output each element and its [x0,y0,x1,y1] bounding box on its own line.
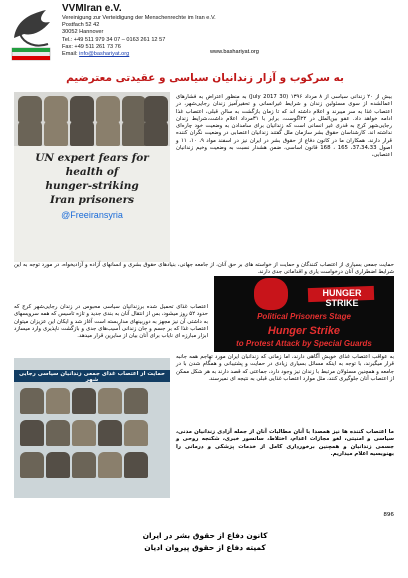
hunger-strike-badge-text: HUNGER STRIKE [322,288,362,308]
issue-number: 896 [383,512,394,518]
signature-line-2: کمیته دفاع از حقوق پیروان ادیان [144,543,266,552]
prisoners-photo-collage [14,92,170,262]
website-line [210,49,259,55]
group-photo-banner-text: حمایت از اعتصاب غذای جمعی زندانیان سیاسی رجایی شهر [18,371,166,383]
strike-caption-line-3: to Protest Attack by Special Guards [236,339,372,348]
paragraph-consequences: به عواقب اعتصاب غذای خویش آگاهی دارند، اما زمانی که زندانبان ایران مورد تهاجم همه جانبه قرار میگیرند، با توجه به اینکه مسائل بسیاری زیادی در حمایت و پشتیبانی و همگام شدن با در جامعه و همچنین مسئولان مرتبط با زندان نیز وجود دارد، جماعتی که قصد دارند به هر شکل ممکن از اعتصاب آنان جلوگیری کنند، مثل موارد اعتصاب غذایی قبلی به نتیجه ای نمیرسند. [176,354,394,382]
email-link[interactable]: info@bashariyat.org [79,51,130,58]
signature-block [60,530,350,554]
city: 30052 Hannover [62,29,104,36]
organization-full-name: Vereinigung zur Verteidigung der Menschenrechte im Iran e.V. [62,15,216,21]
paragraph-demands: ما اعتصاب کننده ها نیز همصدا با آنان مطالبات آنان از جمله آزادی زندانیان مدنی، سیاسی و امنیتی، لغو مجازات اعدام، اختلاط، سانسور خبری، شکنجه روحی و جسمی زندانیان و همچنین برخورداری کامل از خدمات پزشکی و درمانی را بهنوبسیه اعلام میداریم. [176,429,394,457]
headline: به سرکوب و آزار زندانیان سیاسی و عقیدتی معترضیم [66,72,344,84]
un-caption-line-4: Iran prisoners [49,194,135,206]
strike-caption-line-2: Hunger Strike [267,325,341,337]
fax: Fax: +49 511 261 73 76 [62,43,121,50]
un-caption-line-2: health of [65,166,119,178]
un-caption-line-3: hunger-striking [45,180,139,192]
paragraph-support: حمایت جمعی بسیاری از اعتصاب کنندگان و حمایت از خواسته های بر حق آنان، از جامعه جهانی، بنیادهای حقوق بشری و انسانهای آزاده و آزادیخواه، در مورد توجه به این شرایط اضطراری آنان درخواست یاری و اقداماتی جدی دارند. [14,262,394,276]
dove-logo-icon [6,4,56,64]
organization-address-block [62,3,302,58]
email-line [62,51,302,58]
un-caption-line-1: UN expert fears for [35,152,149,164]
paragraph-intro: بیش از ۲۰ زندانی سیاسی از ۸ مرداد ۱۳۹۶ (30 July 2017) به منظور اعتراض به فشارهای اعمالشده از سوی مسئولین زندان و شرایط غیرانسانی و تحقیرآمیز زندان رجایی‌شهر، در اعتصاب غذا به سر میبرند و اعلام داشته اند که تا زمان بازگشت به سالن قبلی، اعتصاب غذا ادامه خواهد داد. عفو بین‌الملل در ۲۲اگوست، برابر با ۳۱مرداد اعلام داشت،شرایط زندان رجایی‌شهر کرج به قدری غیر انسانی است که زندانیان برای سامدادن به وضعیت خود چاره‌ای نداشته اند. کارشناسان حقوق بشر سازمان ملل گفتند زندانیان اعتصابی در وضعیت نگران کننده قرار دارند. همکاران ما در کانون دفاع از حقوق بشر در ایران نیز در اسفند مواد ۹، ۱۰، ۱۱ و اصول 37،34،33، 165 ، 168 قانون اساسی، ضمن هشدار نسبت به وضعیت وخیم زندانیان اعتصابی، [176,94,392,159]
organization-name: VVMIran e.V. [62,3,122,14]
un-expert-caption-panel [14,146,170,262]
email-label: Email: [62,51,78,58]
strike-caption-line-1: Political Prisoners Stage [257,312,351,321]
raised-fist-icon [254,278,288,310]
hunger-strike-image [214,276,394,352]
postfach: Postfach 52 42 [62,22,100,29]
website-link[interactable]: www.bashariyat.org [210,49,259,55]
twitter-handle: @Freeiransyria [61,210,123,220]
prisoners-group-photo [14,358,170,498]
signature-line-1: کانون دفاع از حقوق بشر در ایران [142,531,268,540]
telephone: Tel.: +49 511 979 34 07 – 0163 261 12 57 [62,36,166,43]
paragraph-hunger-strike: اعتصاب غذای تحمیل شده برزندانیان سیاسی محبوس در زندان رجایی‌شهر کرج که حدود ۵۲ روز میشود، بس از انتقال آنان به بندی جدید و تازه تاسیس که همه سرویسهای به داشتی آن نیز مجهز به دوربینهای مداربسته است آغاز شد و ایکان این عزیزان میتوان اعتصاب غذا که بر جسم و جان زندانی آسیب‌های جدی و بازگشت ناپذیری وارد میسازد ابزار مبارزه ای نایاب برای آنان بیان از سایرین قرار میدهد. [14,304,208,340]
